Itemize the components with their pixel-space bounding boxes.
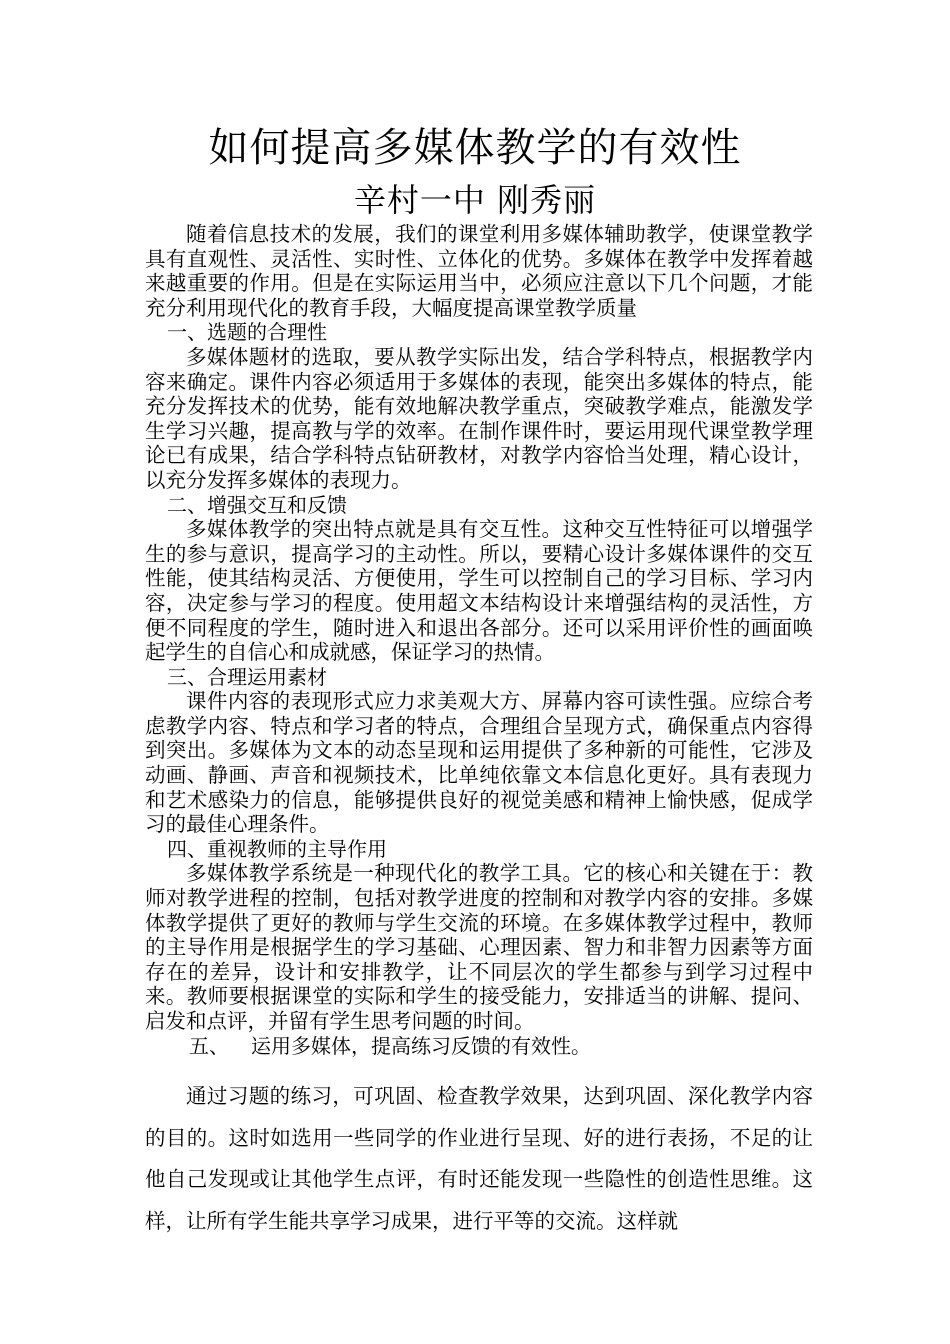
section-2-paragraph: 多媒体教学的突出特点就是具有交互性。这种交互性特征可以增强学生的参与意识，提高学习的主动性。所以，要精心设计多媒体课件的交互性能，使其结构灵活、方便使用，学生可以控制自己的学习目标、学习内容，决定参与学习的程度。使用超文本结构设计来增强结构的灵活性，方便不同程度的学生，随时进入和退出各部分。还可以采用评价性的画面唤起学生的自信心和成就感，保证学习的热情。 xyxy=(145,517,813,665)
document-author: 辛村一中 刚秀丽 xyxy=(353,181,597,219)
section-1-paragraph: 多媒体题材的选取，要从教学实际出发，结合学科特点，根据教学内容来确定。课件内容必须适用于多媒体的表现，能突出多媒体的特点，能充分发挥技术的优势，能有效地解决教学重点，突破教学难点，能激发学生学习兴趣，提高教与学的效率。在制作课件时，要运用现代课堂教学理论已有成果，结合学科特点钻研教材，对教学内容恰当处理，精心设计，以充分发挥多媒体的表现力。 xyxy=(145,344,813,492)
section-3-paragraph: 课件内容的表现形式应力求美观大方、屏幕内容可读性强。应综合考虑教学内容、特点和学习者的特点，合理组合呈现方式，确保重点内容得到突出。多媒体为文本的动态呈现和运用提供了多种新的可能性，它涉及动画、静画、声音和视频技术，比单纯依靠文本信息化更好。具有表现力和艺术感染力的信息，能够提供良好的视觉美感和精神上愉快感，促成学习的最佳心理条件。 xyxy=(145,689,813,837)
section-5-paragraph: 通过习题的练习，可巩固、检查教学效果，达到巩固、深化教学内容的目的。这时如选用一些同学的作业进行呈现、好的进行表扬，不足的让他自己发现或让其他学生点评，有时还能发现一些隐性的创造性思维。这样，让所有学生能共享学习成果，进行平等的交流。这样就 xyxy=(145,1084,813,1233)
section-1-heading: 一、选题的合理性 xyxy=(167,320,327,345)
section-5-body xyxy=(145,1076,813,1242)
section-5-heading xyxy=(145,1034,813,1059)
section-2-heading: 二、增强交互和反馈 xyxy=(167,492,347,517)
intro-paragraph: 随着信息技术的发展，我们的课堂利用多媒体辅助教学，使课堂教学具有直观性、灵活性、实时性、立体化的优势。多媒体在教学中发挥着越来越重要的作用。但是在实际运用当中，必须应注意以下几个问题，才能充分利用现代化的教育手段，大幅度提高课堂教学质量 xyxy=(145,222,813,320)
section-4-heading: 四、重视教师的主导作用 xyxy=(167,836,387,861)
document-title: 如何提高多媒体教学的有效性 xyxy=(208,125,742,171)
document-body xyxy=(145,222,813,1058)
section-5-number: 五、 xyxy=(189,1033,229,1058)
section-5-heading-text: 运用多媒体，提高练习反馈的有效性。 xyxy=(251,1033,591,1058)
section-3-heading: 三、合理运用素材 xyxy=(167,664,327,689)
section-4-paragraph: 多媒体教学系统是一种现代化的教学工具。它的核心和关键在于：教师对教学进程的控制，包括对教学进度的控制和对教学内容的安排。多媒体教学提供了更好的教师与学生交流的环境。在多媒体教学过程中，教师的主导作用是根据学生的学习基础、心理因素、智力和非智力因素等方面存在的差异，设计和安排教学，让不同层次的学生都参与到学习过程中来。教师要根据课堂的实际和学生的接受能力，安排适当的讲解、提问、启发和点评，并留有学生思考问题的时间。 xyxy=(145,861,813,1033)
